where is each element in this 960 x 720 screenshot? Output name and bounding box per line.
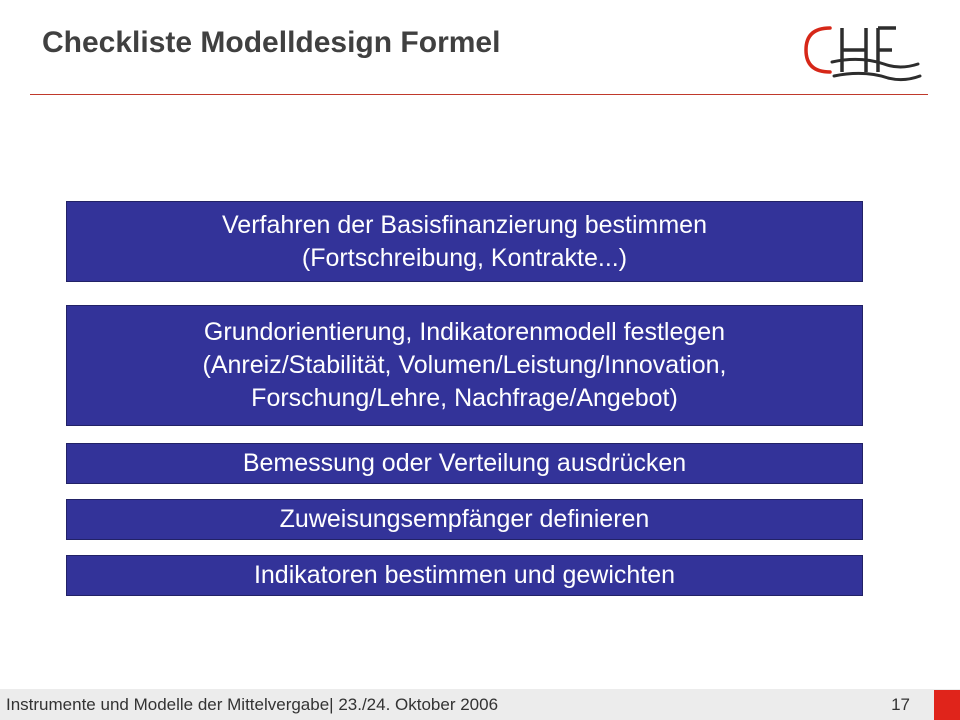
che-logo-graphic — [800, 18, 922, 86]
checklist-step-zuweisungsempfaenger — [66, 499, 863, 540]
title-divider — [30, 94, 928, 95]
step-line: (Anreiz/Stabilität, Volumen/Leistung/Innovation, — [202, 351, 727, 379]
che-logo — [800, 18, 922, 86]
footer-accent-square — [934, 690, 960, 720]
page-number: 17 — [891, 695, 910, 714]
step-line: Zuweisungsempfänger definieren — [279, 505, 650, 533]
step-line: Bemessung oder Verteilung ausdrücken — [242, 449, 687, 477]
step-line: Indikatoren bestimmen und gewichten — [253, 561, 676, 589]
checklist-step-grundorientierung — [66, 305, 863, 426]
step-line: Verfahren der Basisfinanzierung bestimmen — [222, 210, 707, 239]
checklist-step-indikatoren — [66, 555, 863, 596]
step-line: (Fortschreibung, Kontrakte...) — [301, 243, 628, 272]
checklist-step-bemessung — [66, 443, 863, 484]
checklist-step-basisfinanzierung — [66, 201, 863, 282]
step-line: Forschung/Lehre, Nachfrage/Angebot) — [251, 384, 678, 412]
footer-text: Instrumente und Modelle der Mittelvergabe| 23./24. Oktober 2006 — [6, 695, 499, 714]
slide-title: Checkliste Modelldesign Formel — [42, 26, 501, 59]
step-line: Grundorientierung, Indikatorenmodell festlegen — [203, 318, 726, 346]
